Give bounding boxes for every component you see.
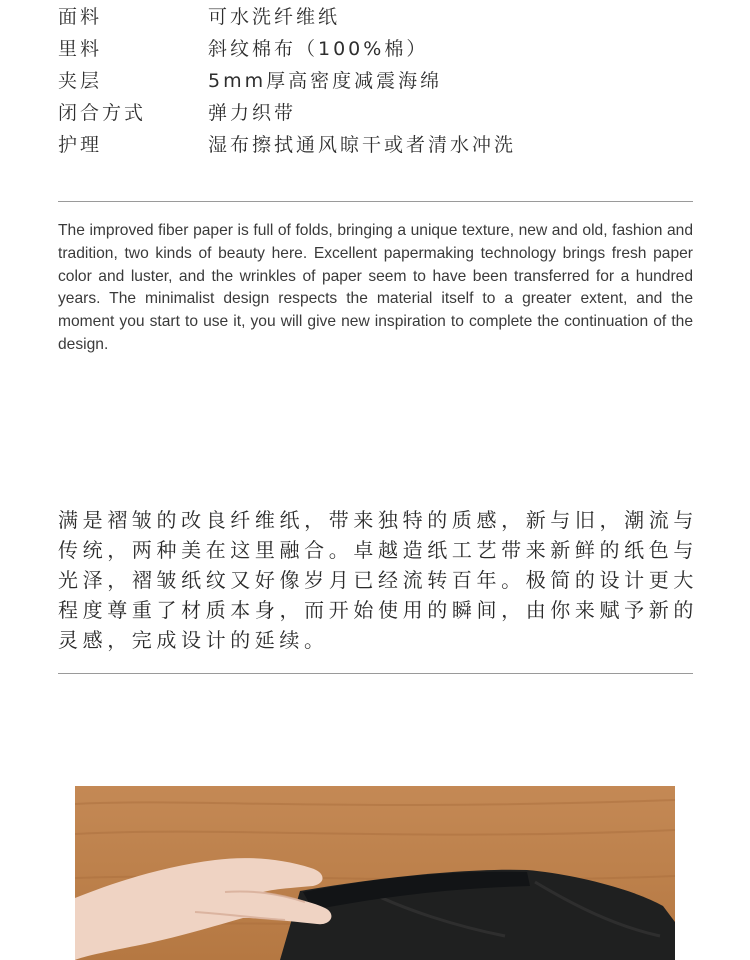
spec-table [58, 0, 698, 159]
divider-bottom [58, 673, 693, 674]
description-english: The improved fiber paper is full of folds, bringing a unique texture, new and old, fashion and tradition, two kinds of beauty here. Excellent papermaking technology brings fresh paper color and luster, and the wrinkles of paper seem to have been transferred for a hundred years. The minimalist design respects the material itself to a greater extent, and the moment you start to use it, you will give new inspiration to complete the continuation of the design. [58, 222, 693, 353]
product-photo [75, 786, 675, 960]
spec-label: 夹层 [58, 69, 103, 92]
spec-value: 湿布擦拭通风晾干或者清水冲洗 [208, 133, 517, 156]
spec-value: 斜纹棉布（100%棉） [208, 37, 429, 60]
spec-label: 面料 [58, 5, 103, 28]
spec-value: 弹力织带 [208, 101, 297, 124]
spec-row-closure [58, 95, 698, 127]
spec-row-padding [58, 63, 698, 95]
spec-label: 护理 [58, 133, 103, 156]
spec-label: 闭合方式 [58, 101, 147, 124]
description-chinese: 满是褶皱的改良纤维纸，带来独特的质感，新与旧，潮流与传统，两种美在这里融合。卓越造纸工艺带来新鲜的纸色与光泽，褶皱纸纹又好像岁月已经流转百年。极简的设计更大程度尊重了材质本身，而开始使用的瞬间，由你来赋予新的灵感，完成设计的延续。 [58, 508, 698, 652]
spec-row-fabric [58, 0, 698, 31]
spec-row-lining [58, 31, 698, 63]
spec-row-care [58, 127, 698, 159]
spec-value: 5mm厚高密度减震海绵 [208, 69, 443, 92]
spec-value: 可水洗纤维纸 [208, 5, 341, 28]
divider-top [58, 201, 693, 202]
spec-label: 里料 [58, 37, 103, 60]
